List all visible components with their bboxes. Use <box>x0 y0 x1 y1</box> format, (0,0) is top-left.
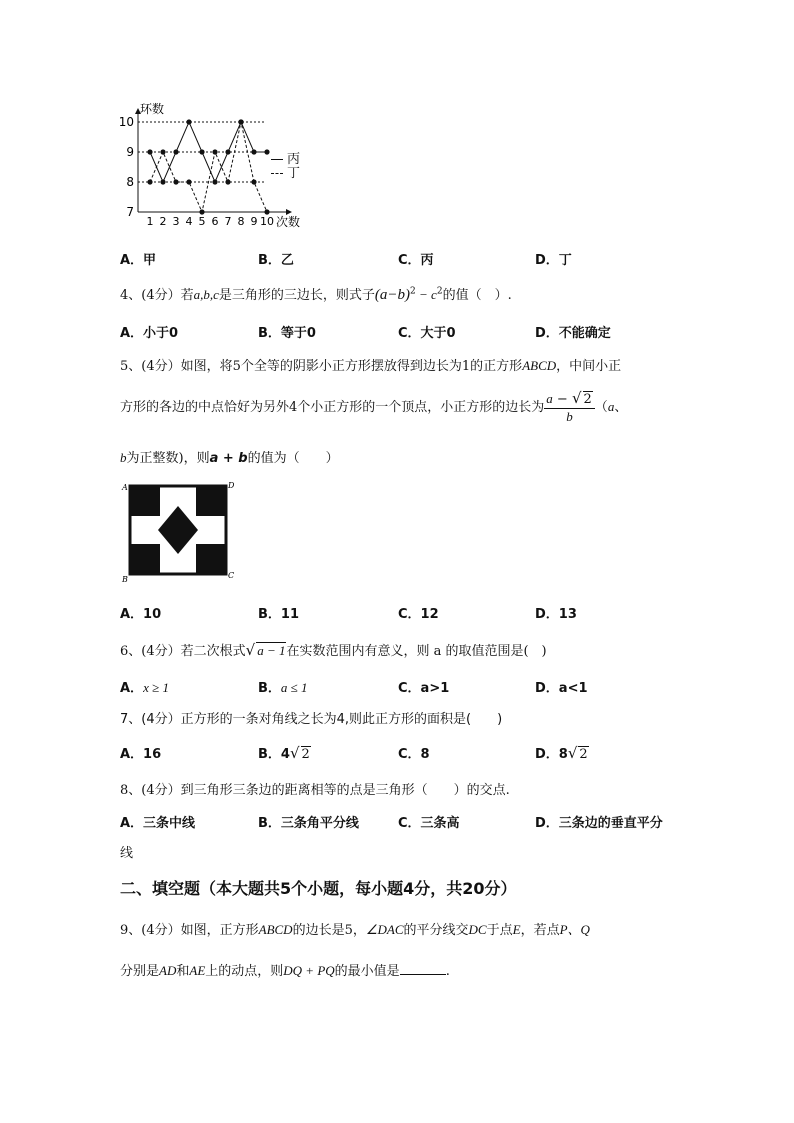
vertex-label-d: D <box>228 481 235 490</box>
chart-legend <box>271 153 300 181</box>
data-point-s2-8 <box>238 119 243 124</box>
data-point-s1-9 <box>251 149 256 154</box>
q6-option-a[interactable]: A．x ≥ 1 <box>120 680 169 696</box>
q6-option-b[interactable]: B．a ≤ 1 <box>258 680 308 696</box>
data-point-s1-3 <box>173 149 178 154</box>
q8-option-d[interactable]: D．三条边的垂直平分 <box>535 816 663 831</box>
q4-option-c[interactable]: C．大于0 <box>398 326 456 341</box>
y-tick-label-8: 8 <box>126 175 134 189</box>
data-point-s2-9 <box>251 179 256 184</box>
section-2-heading: 二、填空题（本大题共5个小题，每小题4分，共20分） <box>120 879 517 898</box>
x-tick-label-7: 7 <box>224 215 232 228</box>
question-9-line-1: 9、(4分）如图，正方形ABCD的边长是5，∠DAC的平分线交DC于点E，若点P、Q <box>120 922 590 938</box>
data-point-s1-6 <box>212 179 217 184</box>
q3-option-a[interactable]: A．甲 <box>120 253 157 268</box>
data-point-s2-7 <box>225 179 230 184</box>
data-point-s1-7 <box>225 149 230 154</box>
q3-option-c[interactable]: C．丙 <box>398 253 434 268</box>
data-point-s2-1 <box>147 179 152 184</box>
x-tick-label-5: 5 <box>198 215 206 228</box>
x-tick-label-1: 1 <box>146 215 154 228</box>
q8-option-c[interactable]: C．三条高 <box>398 816 460 831</box>
vertex-label-c: C <box>228 571 235 580</box>
data-point-s1-5 <box>199 149 204 154</box>
data-point-s2-2 <box>160 149 165 154</box>
shaded-square-top-right <box>196 486 226 516</box>
q8-option-b[interactable]: B．三条角平分线 <box>258 816 359 831</box>
q7-option-c[interactable]: C．8 <box>398 747 430 762</box>
shaded-square-bottom-right <box>196 544 226 574</box>
data-point-s1-10 <box>264 149 269 154</box>
question-4: 4、(4分）若a,b,c是三角形的三边长，则式子$(a-b)^2 - c^2$的值（ ）. <box>120 286 512 303</box>
question-5-line-3: b为正整数)，则a + b的值为（ ） <box>120 450 339 466</box>
q8-option-a[interactable]: A．三条中线 <box>120 816 196 831</box>
x-tick-label-6: 6 <box>211 215 219 228</box>
question-9-line-2: 分别是AD和AE上的动点，则DQ + PQ的最小值是 . <box>120 963 450 979</box>
q4-option-b[interactable]: B．等于0 <box>258 326 316 341</box>
x-tick-label-4: 4 <box>185 215 193 228</box>
x-axis-label: 次数 <box>276 215 301 229</box>
x-tick-label-9: 9 <box>250 215 258 228</box>
y-tick-label-9: 9 <box>126 145 134 159</box>
legend-entry-bing: 丙 <box>271 153 300 167</box>
q3-option-b[interactable]: B．乙 <box>258 253 294 268</box>
x-tick-label-2: 2 <box>159 215 167 228</box>
q5-option-d[interactable]: D．13 <box>535 607 577 622</box>
q7-option-a[interactable]: A．16 <box>120 747 162 762</box>
question-5-line-2: 方形的各边的中点恰好为另外4个小正方形的一个顶点，小正方形的边长为 $\frac{a - √ 2}{b}$ （a、 <box>120 389 628 424</box>
question-5-line-1: 5、(4分）如图，将5个全等的阴影小正方形摆放得到边长为1的正方形ABCD，中间小正 <box>120 358 622 374</box>
data-point-s2-10 <box>264 209 269 214</box>
q4-option-d[interactable]: D．不能确定 <box>535 326 611 341</box>
x-tick-label-8: 8 <box>237 215 245 228</box>
q6-option-d[interactable]: D．a<1 <box>535 681 588 696</box>
question-8: 8、(4分）到三角形三条边的距离相等的点是三角形（ ）的交点. <box>120 783 510 798</box>
data-point-s1-1 <box>147 149 152 154</box>
data-point-s1-4 <box>186 119 191 124</box>
data-point-s2-6 <box>212 149 217 154</box>
y-tick-label-10: 10 <box>118 115 134 129</box>
vertex-label-a: A <box>122 483 128 492</box>
legend-entry-ding: 丁 <box>271 167 300 181</box>
q7-option-d[interactable]: D．8√ 2 <box>535 744 588 762</box>
shaded-square-top-left <box>130 486 160 516</box>
data-point-s2-5 <box>199 209 204 214</box>
q6-option-c[interactable]: C．a>1 <box>398 681 450 696</box>
q3-option-d[interactable]: D．丁 <box>535 253 572 268</box>
question-6: 6、(4分）若二次根式√ a − 1在实数范围内有意义，则 a 的取值范围是( ) <box>120 641 547 659</box>
q7-option-b[interactable]: B．4√ 2 <box>258 744 310 762</box>
y-axis-label: 环数 <box>140 102 165 116</box>
x-tick-label-10: 10 <box>260 215 274 228</box>
q4-option-a[interactable]: A．小于0 <box>120 326 179 341</box>
edge-length-fraction: $\frac{a - √ 2}{b}$ <box>544 390 595 425</box>
q5-option-b[interactable]: B．11 <box>258 607 299 622</box>
data-point-s1-2 <box>160 179 165 184</box>
data-point-s2-3 <box>173 179 178 184</box>
data-point-s2-4 <box>186 179 191 184</box>
q5-option-a[interactable]: A．10 <box>120 607 162 622</box>
answer-blank[interactable] <box>400 962 446 975</box>
q8-option-d-continued: 线 <box>120 846 134 861</box>
y-tick-label-7: 7 <box>126 205 134 219</box>
question-7: 7、(4分）正方形的一条对角线之长为4,则此正方形的面积是( ) <box>120 712 503 727</box>
q5-option-c[interactable]: C．12 <box>398 607 439 622</box>
vertex-label-b: B <box>122 575 128 584</box>
x-tick-label-3: 3 <box>172 215 180 228</box>
q5-square-figure <box>118 478 240 584</box>
shaded-square-bottom-left <box>130 544 160 574</box>
